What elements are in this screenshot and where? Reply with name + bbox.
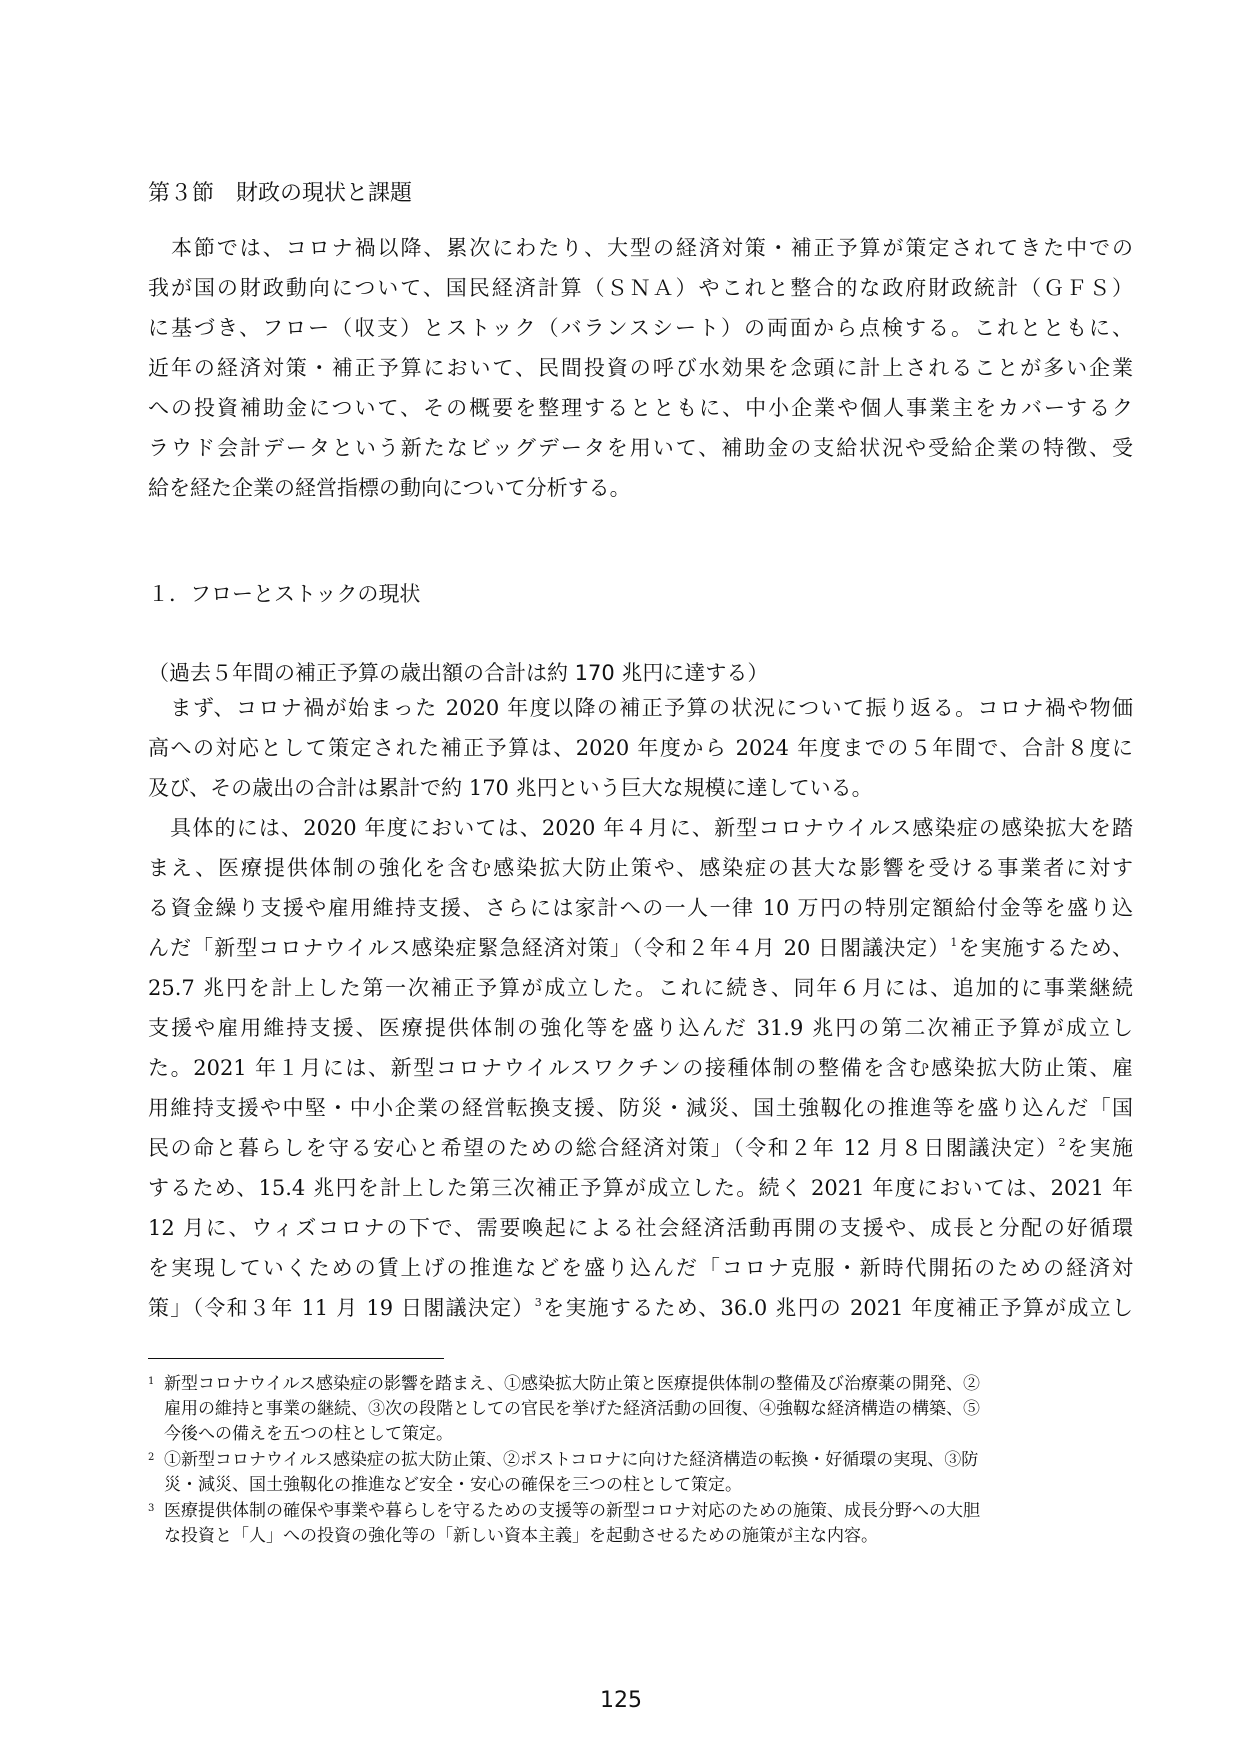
text-line xyxy=(148,928,1133,968)
text-line: 支援や雇用維持支援、医療提供体制の強化等を盛り込んだ 31.9 兆円の第二次補正予算が成立し xyxy=(148,1016,1133,1040)
text-line: 用維持支援や中堅・中小企業の経営転換支援、防災・減災、国土強靱化の推進等を盛り込んだ「国 xyxy=(148,1096,1133,1120)
text-segment: 策」（令和３年 11 月 19 日閣議決定） xyxy=(148,1296,535,1320)
text-line: 具体的には、2020 年度においては、2020 年４月に、新型コロナウイルス感染症の感染拡大を踏 xyxy=(148,816,1133,840)
text-line: に基づき、フロー（収支）とストック（バランスシート）の両面から点検する。これとともに、 xyxy=(148,316,1133,340)
footnote-line: 医療提供体制の確保や事業や暮らしを守るための支援等の新型コロナ対応のための施策、成長分野への大胆 xyxy=(164,1501,980,1521)
text-segment: を実施するため、36.0 兆円の 2021 年度補正予算が成立し xyxy=(541,1296,1133,1320)
footnote-line: 災・減災、国土強靱化の推進など安全・安心の確保を三つの柱として策定。 xyxy=(164,1475,742,1495)
topic-heading: （過去５年間の補正予算の歳出額の合計は約 170 兆円に達する） xyxy=(148,661,769,685)
text-line: 近年の経済対策・補正予算において、民間投資の呼び水効果を念頭に計上されることが多い企業 xyxy=(148,356,1133,380)
text-line: る資金繰り支援や雇用維持支援、さらには家計への一人一律 10 万円の特別定額給付金等を盛り込 xyxy=(148,896,1133,920)
section-title: 第３節 財政の現状と課題 xyxy=(148,181,413,206)
body-paragraph-1 xyxy=(148,688,1133,808)
footnote-1 xyxy=(148,1372,1133,1447)
footnote-line: 今後への備えを五つの柱として策定。 xyxy=(164,1424,453,1444)
text-line: 高への対応として策定された補正予算は、2020 年度から 2024 年度までの５年間で、合計８度に xyxy=(148,736,1133,760)
text-segment: を実施するため、 xyxy=(957,936,1133,960)
text-segment: を実施 xyxy=(1065,1136,1133,1160)
text-line: ラウド会計データという新たなビッグデータを用いて、補助金の支給状況や受給企業の特徴、受 xyxy=(148,436,1133,460)
text-line xyxy=(148,1288,1133,1328)
text-line: を実現していくための賃上げの推進などを盛り込んだ「コロナ克服・新時代開拓のための経済対 xyxy=(148,1256,1133,1280)
text-line: 本節では、コロナ禍以降、累次にわたり、大型の経済対策・補正予算が策定されてきた中での xyxy=(148,236,1133,260)
footnotes xyxy=(148,1372,1133,1550)
footnote-ref-3[interactable]: 3 xyxy=(534,1296,542,1309)
text-line: まず、コロナ禍が始まった 2020 年度以降の補正予算の状況について振り返る。コロナ禍や物価 xyxy=(148,696,1133,720)
footnote-line: 雇用の維持と事業の継続、③次の段階としての官民を挙げた経済活動の回復、④強靱な経済構造の構築、⑤ xyxy=(164,1399,980,1419)
body-paragraph-2 xyxy=(148,808,1133,1328)
subsection-title: １．フローとストックの現状 xyxy=(148,582,421,606)
text-line: まえ、医療提供体制の強化を含む感染拡大防止策や、感染症の甚大な影響を受ける事業者に対す xyxy=(148,856,1133,880)
footnote-mark: 2 xyxy=(148,1452,155,1463)
text-line: するため、15.4 兆円を計上した第三次補正予算が成立した。続く 2021 年度においては、2021 年 xyxy=(148,1176,1133,1200)
footnote-ref-1[interactable]: 1 xyxy=(950,936,958,949)
footnote-line: 新型コロナウイルス感染症の影響を踏まえ、①感染拡大防止策と医療提供体制の整備及び治療薬の開発、② xyxy=(164,1374,980,1394)
intro-paragraph xyxy=(148,228,1133,508)
footnote-2 xyxy=(148,1448,1133,1498)
text-line: 12 月に、ウィズコロナの下で、需要喚起による社会経済活動再開の支援や、成長と分配の好循環 xyxy=(148,1216,1133,1240)
page-number: 125 xyxy=(600,1688,642,1713)
text-line: た。2021 年１月には、新型コロナウイルスワクチンの接種体制の整備を含む感染拡大防止策、雇 xyxy=(148,1056,1133,1080)
text-line: 給を経た企業の経営指標の動向について分析する。 xyxy=(148,476,631,500)
footnote-separator xyxy=(148,1358,444,1359)
text-line: への投資補助金について、その概要を整理するとともに、中小企業や個人事業主をカバーするク xyxy=(148,396,1133,420)
text-line: 我が国の財政動向について、国民経済計算（ＳＮＡ）やこれと整合的な政府財政統計（ＧＦＳ） xyxy=(148,276,1133,300)
text-line xyxy=(148,1128,1133,1168)
footnote-3 xyxy=(148,1499,1133,1549)
footnote-ref-2[interactable]: 2 xyxy=(1058,1136,1066,1149)
text-segment: 民の命と暮らしを守る安心と希望のための総合経済対策」（令和２年 12 月８日閣議決定） xyxy=(148,1136,1059,1160)
footnote-line: な投資と「人」への投資の強化等の「新しい資本主義」を起動させるための施策が主な内容。 xyxy=(164,1526,878,1546)
text-line: 25.7 兆円を計上した第一次補正予算が成立した。これに続き、同年６月には、追加的に事業継続 xyxy=(148,976,1133,1000)
text-line: 及び、その歳出の合計は累計で約 170 兆円という巨大な規模に達している。 xyxy=(148,776,873,800)
footnote-line: ①新型コロナウイルス感染症の拡大防止策、②ポストコロナに向けた経済構造の転換・好循環の実現、③防 xyxy=(164,1450,979,1470)
footnote-mark: 1 xyxy=(148,1376,155,1387)
footnote-mark: 3 xyxy=(148,1503,155,1514)
text-segment: んだ「新型コロナウイルス感染症緊急経済対策」（令和２年４月 20 日閣議決定） xyxy=(148,936,951,960)
